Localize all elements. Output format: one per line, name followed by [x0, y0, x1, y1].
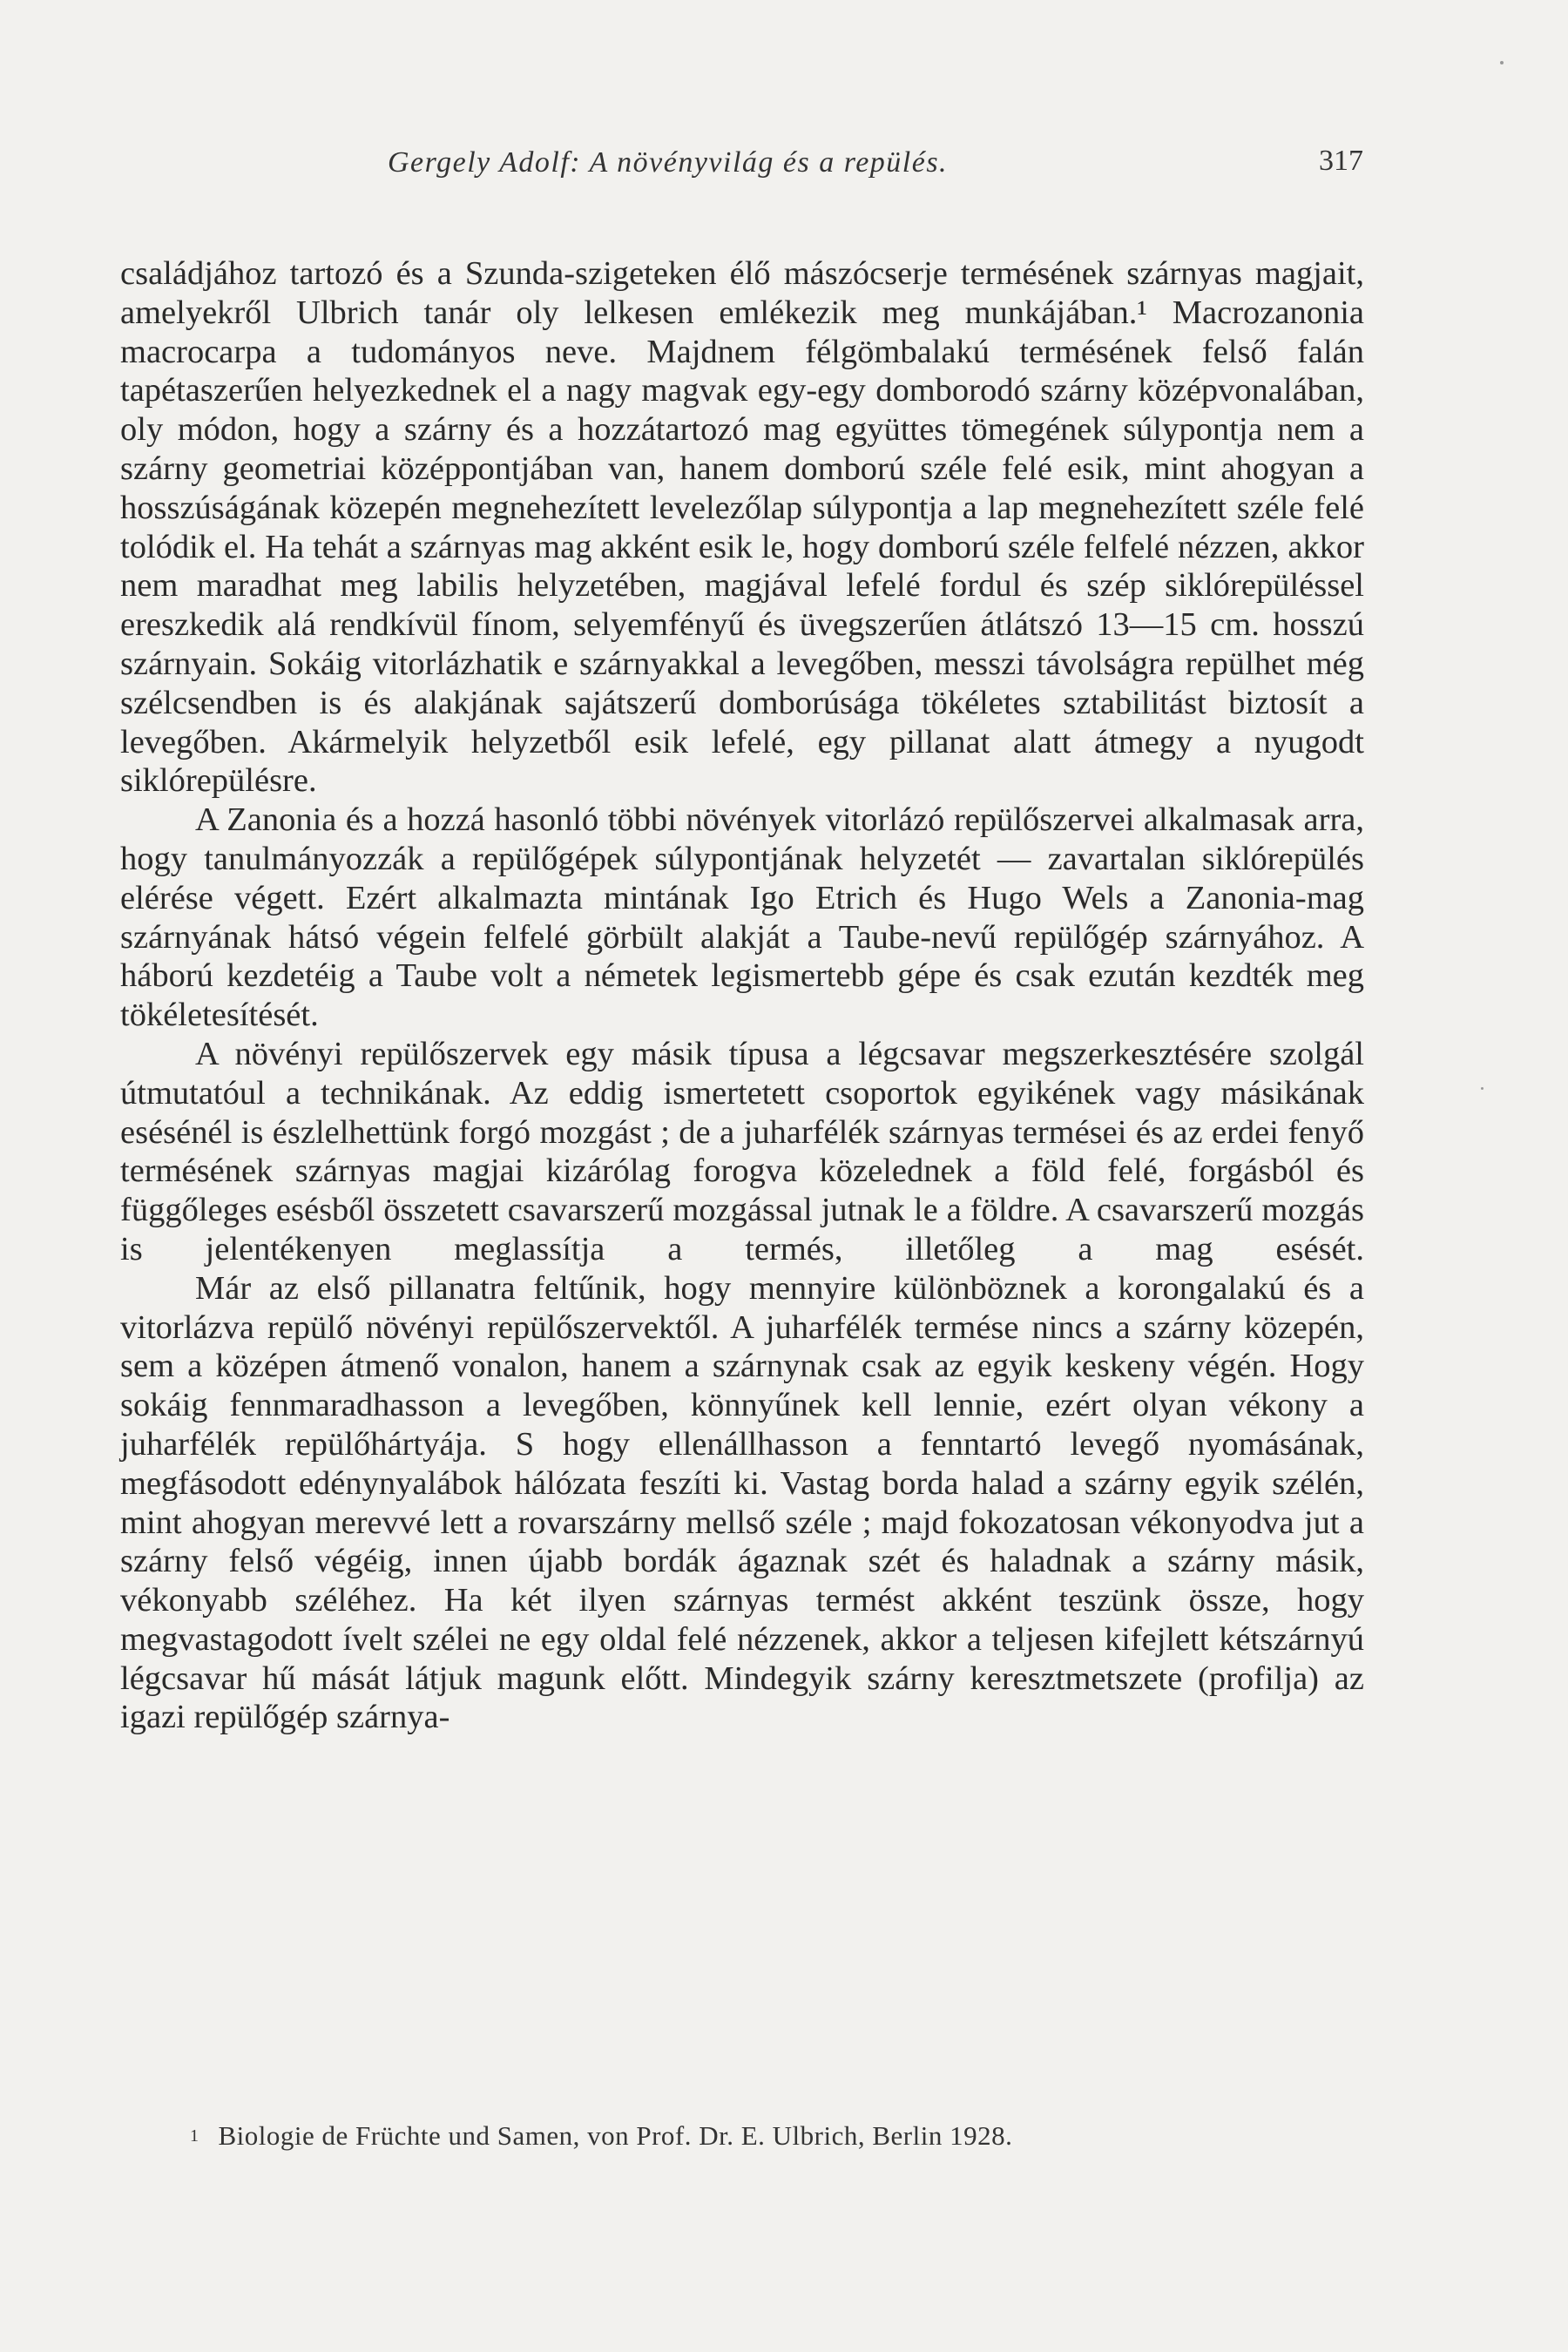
paragraph-3: A növényi repülőszervek egy másik típusa a légcsavar megszerkesztésére szolgál útmutatóul a technikának. Az eddig ismertetett csoportok egyikének vagy másikának esésénél is észlelhettünk forgó mozgást ; de a juharfélék szárnyas termései és az erdei fenyő termésének szárnyas magjai kizárólag forogva közelednek a föld felé, forgásból és függőleges esésből összetett csavarszerű mozgással jutnak le a földre. A csavarszerű mozgás is jelentékenyen meglassítja a termés, illetőleg a mag esését. [120, 1035, 1364, 1267]
paragraph-2: A Zanonia és a hozzá hasonló többi növények vitorlázó repülőszervei alkalmasak arra, hogy tanulmányozzák a repülőgépek súlypontjának helyzetét — zavartalan siklórepülés elérése végett. Ezért alkalmazta mintának Igo Etrich és Hugo Wels a Zanonia-mag szárnyának hátsó végein felfelé görbült alakját a Taube-nevű repülőgép szárnyához. A háború kezdetéig a Taube volt a németek legismertebb gépe és csak ezután kezdték meg tökéletesítését. [120, 801, 1364, 1034]
running-head [388, 146, 1363, 199]
body-text [120, 254, 1364, 1737]
footnote [190, 2120, 1012, 2152]
running-title: Gergely Adolf: A növényvilág és a repülés. [388, 146, 949, 179]
footnote-text: Biologie de Früchte und Samen, von Prof. Dr. E. Ulbrich, Berlin 1928. [218, 2120, 1013, 2151]
paper-speck [1500, 61, 1504, 64]
paper-speck [1481, 1087, 1484, 1090]
paragraph-4: Már az első pillanatra feltűnik, hogy mennyire különböznek a korongalakú és a vitorlázva repülő növényi repülőszervektől. A juharfélék termése nincs a szárny közepén, sem a középen átmenő vonalon, hanem a szárnynak csak az egyik keskeny végén. Hogy sokáig fennmaradhasson a levegőben, könnyűnek kell lennie, ezért olyan vékony a juharfélék repülőhártyája. S hogy ellenállhasson a fenntartó levegő nyomásának, megfásodott edénynyalábok hálózata feszíti ki. Vastag borda halad a szárny egyik szélén, mint ahogyan merevvé lett a rovarszárny mellső széle ; majd fokozatosan vékonyodva jut a szárny felső végéig, innen újabb bordák ágaznak szét és haladnak a szárny másik, vékonyabb széléhez. Ha két ilyen szárnyas termést akként teszünk össze, hogy megvastagodott ívelt szélei ne egy oldal felé nézzenek, akkor a teljesen kifejlett kétszárnyú légcsavar hű mását látjuk magunk előtt. Mindegyik szárny keresztmetszete (profilja) az igazi repülőgép szárnya- [120, 1269, 1364, 1736]
footnote-marker: 1 [190, 2126, 199, 2146]
paragraph-1: családjához tartozó és a Szunda-szigeteken élő mászócserje termésének szárnyas magjait, amelyekről Ulbrich tanár oly lelkesen emlékezik meg munkájában.¹ Macrozanonia macrocarpa a tudományos neve. Majdnem félgömbalakú termésének felső falán tapétaszerűen helyezkednek el a nagy magvak egy-egy domborodó szárny középvonalában, oly módon, hogy a szárny és a hozzátartozó mag együttes tömegének súlypontja nem a szárny geometriai középpontjában van, hanem domború széle felé esik, mint ahogyan a hosszúságának közepén megnehezített levelezőlap súlypontja a lap megnehezített széle felé tolódik el. Ha tehát a szárnyas mag akként esik le, hogy domború széle felfelé nézzen, akkor nem maradhat meg labilis helyzetében, magjával lefelé fordul és szép siklórepüléssel ereszkedik alá rendkívül fínom, selyemfényű és üvegszerűen átlátszó 13—15 cm. hosszú szárnyain. Sokáig vitorlázhatik e szárnyakkal a levegőben, messzi távolságra repülhet még szélcsendben is és alakjának sajátszerű domborúsága tökéletes sztabilitást biztosít a levegőben. Akármelyik helyzetből esik lefelé, egy pillanat alatt átmegy a nyugodt siklórepülésre. [120, 255, 1364, 800]
page-number: 317 [1319, 145, 1363, 177]
